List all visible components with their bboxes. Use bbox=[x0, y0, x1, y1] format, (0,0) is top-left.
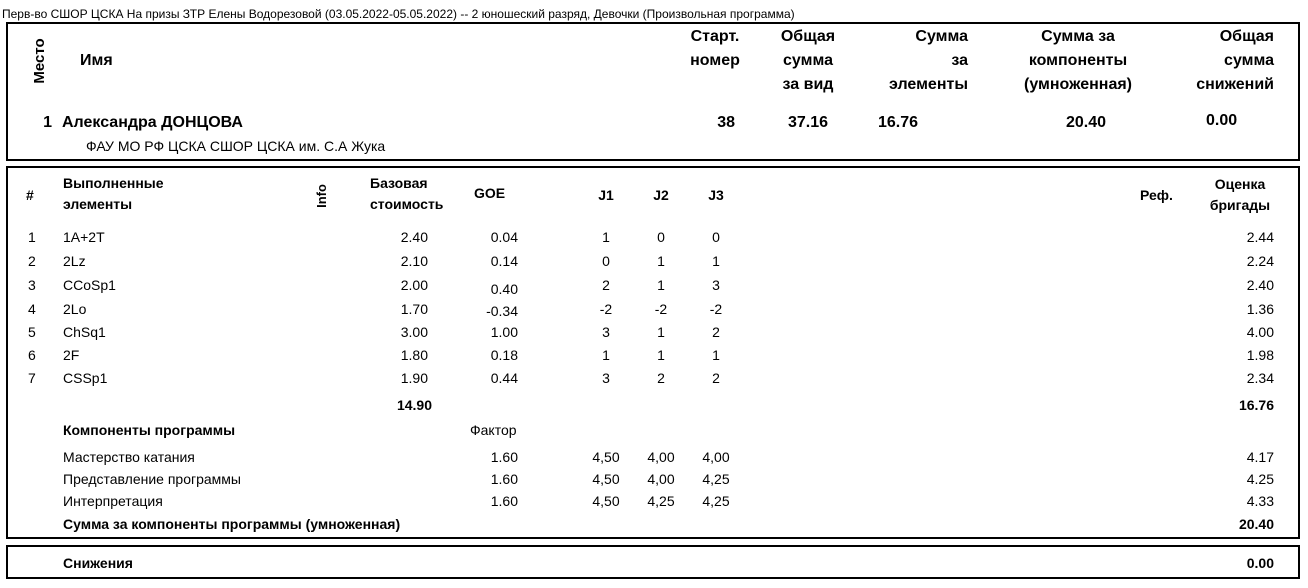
element-j2: 1 bbox=[657, 324, 665, 340]
component-j2: 4,00 bbox=[647, 449, 675, 465]
col-element: Выполненные элементы bbox=[63, 175, 164, 212]
element-goe: 0.40 bbox=[490, 281, 518, 297]
element-name: ChSq1 bbox=[63, 324, 106, 340]
element-j1: 2 bbox=[602, 277, 610, 293]
element-score: 1.98 bbox=[1246, 347, 1274, 363]
element-name: 2Lo bbox=[63, 301, 87, 317]
components-title: Компоненты программы bbox=[63, 422, 236, 438]
elements-total-base: 14.90 bbox=[396, 397, 432, 413]
header-name: Имя bbox=[80, 52, 113, 69]
header-total-score: Общая сумма за вид bbox=[780, 28, 836, 93]
element-goe: 0.04 bbox=[490, 229, 518, 245]
header-place: Место bbox=[31, 38, 48, 84]
element-j2: 1 bbox=[657, 253, 665, 269]
element-score: 4.00 bbox=[1246, 324, 1274, 340]
col-ref: Реф. bbox=[1140, 187, 1173, 203]
element-num: 2 bbox=[28, 253, 36, 269]
component-j2: 4,00 bbox=[647, 471, 675, 487]
element-name: 2Lz bbox=[63, 253, 86, 269]
element-j3: 3 bbox=[712, 277, 720, 293]
component-name: Интерпретация bbox=[63, 493, 163, 509]
element-j1: 0 bbox=[602, 253, 610, 269]
component-score: 4.33 bbox=[1246, 493, 1274, 509]
element-base: 2.10 bbox=[400, 253, 428, 269]
element-name: CCoSp1 bbox=[63, 277, 116, 293]
deductions-value: 0.00 bbox=[1246, 555, 1274, 571]
element-j1: 3 bbox=[602, 324, 610, 340]
component-factor: 1.60 bbox=[490, 471, 518, 487]
element-goe: 0.44 bbox=[490, 370, 518, 386]
element-num: 1 bbox=[28, 229, 36, 245]
element-num: 5 bbox=[28, 324, 36, 340]
element-j3: 2 bbox=[712, 370, 720, 386]
deductions-label: Снижения bbox=[63, 555, 133, 571]
element-goe: 1.00 bbox=[490, 324, 518, 340]
skater-name: Александра ДОНЦОВА bbox=[62, 114, 243, 131]
element-base: 1.90 bbox=[400, 370, 428, 386]
element-base: 2.40 bbox=[400, 229, 428, 245]
element-score: 2.44 bbox=[1246, 229, 1274, 245]
element-base: 3.00 bbox=[400, 324, 428, 340]
element-score: 2.34 bbox=[1246, 370, 1274, 386]
skater-club: ФАУ МО РФ ЦСКА СШОР ЦСКА им. С.А Жука bbox=[86, 138, 386, 154]
component-name: Представление программы bbox=[63, 471, 241, 487]
component-j1: 4,50 bbox=[592, 493, 620, 509]
col-panel-score: Оценка бригады bbox=[1209, 176, 1271, 213]
element-goe: -0.34 bbox=[486, 303, 518, 319]
element-j2: 1 bbox=[657, 347, 665, 363]
element-goe: 0.14 bbox=[490, 253, 518, 269]
element-name: 2F bbox=[63, 347, 80, 363]
components-total-score: 20.40 bbox=[1238, 516, 1274, 532]
element-j3: 1 bbox=[712, 253, 720, 269]
element-j1: 1 bbox=[602, 229, 610, 245]
element-name: 1A+2T bbox=[63, 229, 105, 245]
component-j3: 4,00 bbox=[702, 449, 730, 465]
skater-start-number: 38 bbox=[717, 114, 735, 131]
element-base: 1.80 bbox=[400, 347, 428, 363]
component-j3: 4,25 bbox=[702, 493, 730, 509]
element-j1: 1 bbox=[602, 347, 610, 363]
skater-place: 1 bbox=[43, 114, 52, 131]
element-num: 7 bbox=[28, 370, 36, 386]
col-num: # bbox=[26, 187, 34, 203]
element-j3: 0 bbox=[712, 229, 720, 245]
col-goe: GOE bbox=[474, 185, 506, 201]
component-j3: 4,25 bbox=[702, 471, 730, 487]
element-j2: 0 bbox=[657, 229, 665, 245]
element-num: 6 bbox=[28, 347, 36, 363]
element-j3: 1 bbox=[712, 347, 720, 363]
skater-components-score: 20.40 bbox=[1066, 114, 1107, 131]
element-j2: -2 bbox=[654, 301, 668, 317]
skater-elements-score: 16.76 bbox=[878, 114, 919, 131]
deductions-box bbox=[6, 545, 1300, 579]
col-j2: J2 bbox=[653, 187, 669, 203]
element-j1: 3 bbox=[602, 370, 610, 386]
elements-total-score: 16.76 bbox=[1238, 397, 1274, 413]
component-j1: 4,50 bbox=[592, 449, 620, 465]
col-info: Info bbox=[314, 184, 329, 208]
component-score: 4.17 bbox=[1246, 449, 1274, 465]
element-base: 1.70 bbox=[400, 301, 428, 317]
element-score: 2.40 bbox=[1246, 277, 1274, 293]
element-j1: -2 bbox=[599, 301, 613, 317]
component-name: Мастерство катания bbox=[63, 449, 195, 465]
element-score: 1.36 bbox=[1246, 301, 1274, 317]
element-goe: 0.18 bbox=[490, 347, 518, 363]
element-base: 2.00 bbox=[400, 277, 428, 293]
component-score: 4.25 bbox=[1246, 471, 1274, 487]
component-j2: 4,25 bbox=[647, 493, 675, 509]
element-score: 2.24 bbox=[1246, 253, 1274, 269]
element-j2: 2 bbox=[657, 370, 665, 386]
element-j2: 1 bbox=[657, 277, 665, 293]
element-j3: -2 bbox=[709, 301, 723, 317]
header-elements-score: Сумма за элементы bbox=[889, 28, 968, 93]
skater-deductions: 0.00 bbox=[1206, 112, 1238, 129]
component-factor: 1.60 bbox=[490, 449, 518, 465]
element-j3: 2 bbox=[712, 324, 720, 340]
col-j1: J1 bbox=[598, 187, 614, 203]
col-base: Базовая стоимость bbox=[370, 175, 444, 212]
component-j1: 4,50 bbox=[592, 471, 620, 487]
header-deductions: Общая сумма снижений bbox=[1196, 28, 1274, 93]
header-components-score: Сумма за компоненты (умноженная) bbox=[1024, 28, 1132, 93]
element-name: CSSp1 bbox=[63, 370, 108, 386]
element-num: 4 bbox=[28, 301, 36, 317]
col-j3: J3 bbox=[708, 187, 724, 203]
component-factor: 1.60 bbox=[490, 493, 518, 509]
components-total-label: Сумма за компоненты программы (умноженная) bbox=[63, 516, 401, 532]
protocol-title: Перв-во СШОР ЦСКА На призы ЗТР Елены Водорезовой (03.05.2022-05.05.2022) -- 2 юношеский разряд, Девочки (Произвольная программа) bbox=[2, 7, 795, 21]
components-factor-header: Фактор bbox=[470, 422, 517, 438]
skater-total-score: 37.16 bbox=[787, 114, 828, 131]
header-start-number: Старт. номер bbox=[690, 28, 740, 69]
element-num: 3 bbox=[28, 277, 36, 293]
